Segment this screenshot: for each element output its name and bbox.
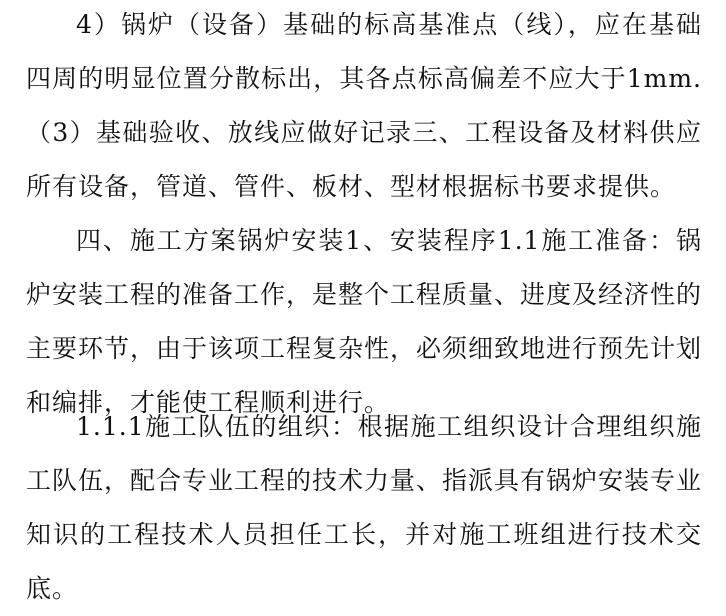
paragraph-construction-plan: 四、施工方案锅炉安装1、安装程序1.1施工准备：锅炉安装工程的准备工作，是整个工程质量、进度及经济性的主要环节，由于该项工程复杂性，必须细致地进行预先计划和编排，才能使工程顺利进行。 (26, 226, 703, 417)
paragraph-boiler-foundation: 4）锅炉（设备）基础的标高基准点（线），应在基础四周的明显位置分散标出，其各点标高偏差不应大于1mm.（3）基础验收、放线应做好记录三、工程设备及材料供应所有设备，管道、管件、板材、型材根据标书要求提供。 (26, 10, 702, 201)
paragraph-team-organization: 1.1.1施工队伍的组织：根据施工组织设计合理组织施工队伍，配合专业工程的技术力量、指派具有锅炉安装专业知识的工程技术人员担任工长，并对施工班组进行技术交底。 (26, 412, 703, 603)
